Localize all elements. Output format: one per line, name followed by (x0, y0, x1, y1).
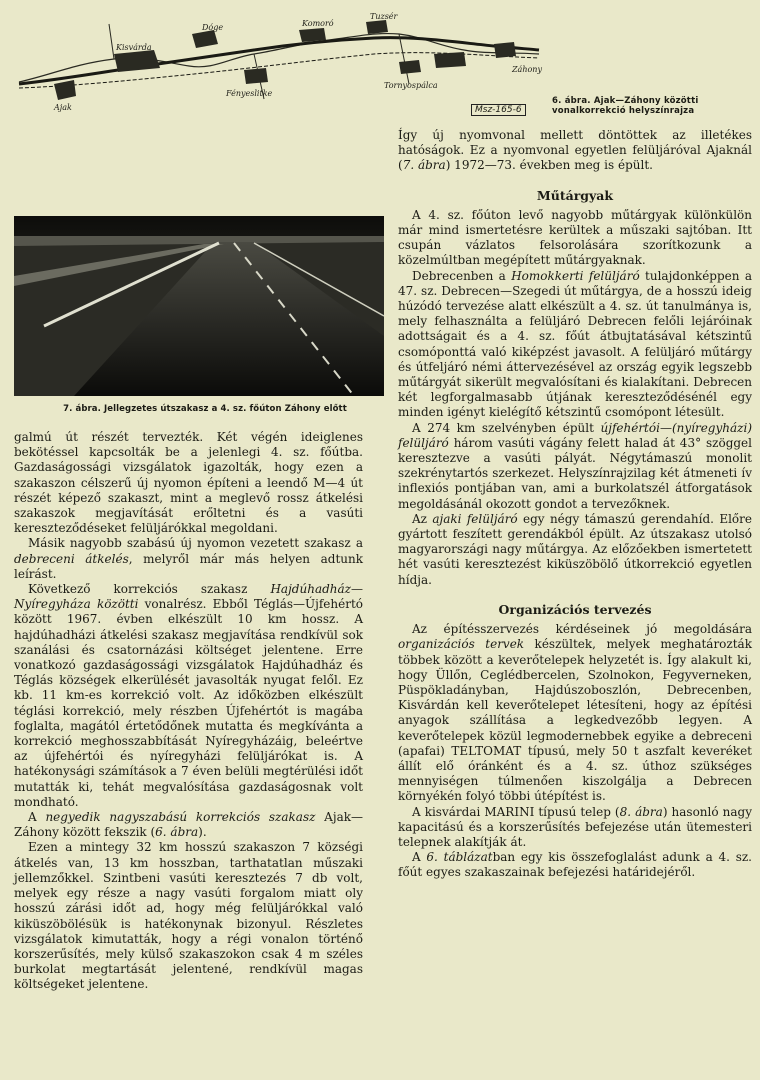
map-place-tuzser: Tuzsér (370, 12, 398, 21)
paragraph: galmú út részét tervezték. Két végén ideiglenes bekötéssel kapcsolták be a jelenlegi 4. sz. főútba. Gazdaságossági vizsgálatok igazolták, hogy ezen a szakaszon célszerű új nyomon építeni a leendő M—4 út részét képező szakaszt, mint a meglevő rossz átkelési szakaszok megjavítását erőltetni és a vasúti kereszteződéseket felüljárókkal megoldani. (14, 430, 363, 536)
road-photo-image (14, 216, 384, 396)
map-reference-tag: Msz-165-6 (471, 104, 526, 116)
paragraph: Debrecenben a Homokkerti felüljáró tulajdonképpen a 47. sz. Debrecen—Szegedi út műtárgya, de a hosszú ideig húzódó tervezése alatt elkészült a 4. sz. út tanulmánya is, mely felhasználta a felüljáró Debrecen felőli lejáróinak adottságait és a 4. sz. főút átbujtatásával kétszintű csomóponttá való kiképzést javasolt. A felüljáró műtárgy és útfeljáró némi áttervezésével az ország egyik legszebb műtárgyát sikerült megvalósítani és kialakítani. Debrecen két legforgalmasabb útjának kereszteződésénél egy minden igényt kielégítő kétszintű csomópont létesült. (398, 268, 753, 420)
route-map-drawing (14, 4, 544, 116)
section-heading-organizacios: Organizációs tervezés (498, 601, 652, 617)
paragraph: A 4. sz. főúton levő nagyobb műtárgyak különkülön már mind ismertetésre kerültek a műszaki sajtóban. Itt csupán vázlatos felsorolására szorítkozunk a közelmúltban megépített műtárgyaknak. (398, 207, 752, 268)
map-place-komoro: Komoró (302, 19, 334, 28)
map-place-tornyospalca: Tornyospálca (384, 81, 438, 90)
paragraph: Így új nyomvonal mellett döntöttek az illetékes hatóságok. Ez a nyomvonal egyetlen felüljáróval Ajaknál (7. ábra) 1972—73. években meg is épült. (398, 128, 752, 173)
paragraph: Az ajaki felüljáró egy négy támaszú gerendahíd. Előre gyártott feszített gerendákból épült. Az útszakasz utolsó magyarországi nagy műtárgya. Az előzőekben ismertetett hét vasúti keresztezést kiküszöbölő útkorrekció egyetlen hídja. (398, 511, 752, 587)
paragraph: A 274 km szelvényben épült újfehértói—(nyíregyházi) felüljáró három vasúti vágány felett halad át 43° szöggel keresztezve a vasúti pályát. Négytámaszú monolit szekrénytartós szerkezet. Helyszínrajzilag két átmeneti ív inflexiós pontjában van, ami a burkolatszél átforgatások megoldásánál okozott gondot a tervezőknek. (398, 420, 752, 511)
map-place-zahony: Záhony (512, 65, 542, 74)
figure-6-caption: 6. ábra. Ajak—Záhony közötti vonalkorrekció helyszínrajza (552, 96, 699, 116)
map-place-kisvarda: Kisvárda (116, 43, 152, 52)
road-photo (14, 216, 384, 396)
map-place-fenyeslitke: Fényeslitke (226, 89, 273, 98)
paragraph: A 6. táblázatban egy kis összefoglalást adunk a 4. sz. főút egyes szakaszainak befejezési határidejéről. (398, 850, 752, 880)
paragraph: Következő korrekciós szakasz Hajdúhadház—Nyíregyháza közötti vonalrész. Ebből Téglás—Újfehértó között 1967. évben elkészült 10 km hossz. A hajdúhadházi átkelési szakasz megjavítása rendkívül sok szanálási és csatornázási költséget jelentene. Erre vonatkozó gazdaságossági vizsgálatok Hajdúhadház és Téglás községek elkerülését javasolták nyugat felől. Ez kb. 11 km-es korrekció volt. Az időközben elkészült téglási korrekció, mely részben Újfehértót is magába foglalta, magától értetődőnek mutatta és megkívánta a korrekció meghosszabbítását Nyíregyházáig, beleértve az újfehértói és nyíregyházi felüljárókat is. A hatékonysági számítások a 7 éven belüli megtérülési időt mutatták ki, tehát megvalósítása gazdaságosnak volt mondható. (14, 582, 363, 809)
section-heading-mutargyak: Műtárgyak (536, 187, 614, 203)
map-place-doge: Dóge (202, 23, 224, 32)
figure-7-caption: 7. ábra. Jellegzetes útszakasz a 4. sz. főúton Záhony előtt (63, 404, 347, 414)
route-map (14, 4, 544, 116)
paragraph: Ezen a mintegy 32 km hosszú szakaszon 7 községi átkelés van, 13 km hosszban, tarthatatlan műszaki jellemzőkkel. Szintbeni vasúti keresztezés 7 db volt, melyek egy része a nagy vasúti forgalom miatt oly hosszú zárási időt ad, hogy még felüljárókkal való kiküszöbölésük is hatékonynak bizonyul. Részletes vizsgálatok kimutatták, hogy a régi vonalon történő korszerűsítés, mely külső szakaszokon csak 4 m széles burkolat megtartását jelentené, rendkívül magas költségeket jelentene. (14, 840, 363, 992)
paragraph: A negyedik nagyszabású korrekciós szakasz Ajak—Záhony között fekszik (6. ábra). (14, 810, 363, 840)
right-text-column (398, 128, 752, 881)
left-text-column (14, 430, 363, 993)
paragraph: Másik nagyobb szabású új nyomon vezetett szakasz a debreceni átkelés, melyről már más helyen adtunk leírást. (14, 536, 363, 581)
paragraph: A kisvárdai MARINI típusú telep (8. ábra) hasonló nagy kapacitású és a korszerűsítés befejezése után ütemesteri telepnek alakítják át. (398, 804, 752, 849)
paragraph: Az építésszervezés kérdéseinek jó megoldására organizációs tervek készültek, melyek meghatározták többek között a keverőtelepek helyzetét is. Így alakult ki, hogy Üllőn, Ceglédbercelen, Szolnokon, Fegyverneken, Püspökladányban, Hajdúszoboszlón, Debrecenben, Kisvárdán kell keverőtelepet létesíteni, hogy az építési anyagok szállítása a legkedvezőbb legyen. A keverőtelepek közül legmodernebbek egyike a debreceni (apafai) TELTOMAT típusú, mely 50 t aszfalt keveréket állít elő óránként és a 4. sz. úthoz szükséges mennyiségen túlmenően kiszolgálja a Debrecen környékén folyó többi útépítést is. (398, 622, 752, 804)
map-place-ajak: Ajak (54, 103, 72, 112)
